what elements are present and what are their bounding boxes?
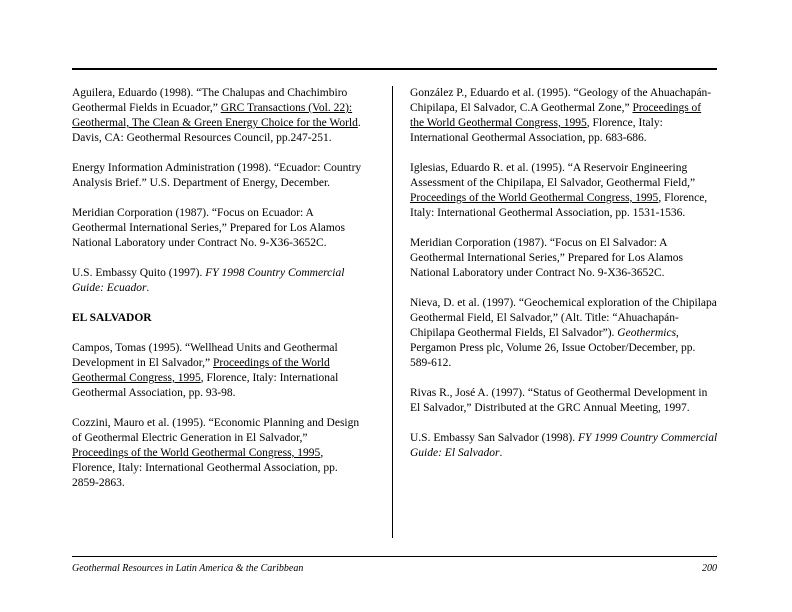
reference-entry [410,161,718,221]
reference-segment-normal: Meridian Corporation (1987). “Focus on El Salvador: A Geothermal International Series,” Prepared for Los Alamos National Laboratory under Contract No. 9-X36-3652C. [410,237,684,279]
column-divider [392,86,393,538]
reference-entry [72,86,363,146]
reference-segment-underline: Proceedings of the World Geothermal Congress, 1995 [72,447,321,459]
reference-segment-italic: FY 1998 Country Commercial Guide: Ecuador [72,267,345,294]
page-number: 200 [702,563,717,574]
reference-segment-normal: Energy Information Administration (1998). “Ecuador: Country Analysis Brief.” U.S. Department of Energy, December. [72,162,362,189]
reference-entry [72,161,363,191]
reference-segment-normal: Iglesias, Eduardo R. et al. (1995). “A Reservoir Engineering Assessment of the Chipilapa, El Salvador, Geothermal Field,” [410,162,696,189]
right-column [410,86,718,476]
page-footer [72,563,717,574]
reference-segment-normal: Rivas R., José A. (1997). “Status of Geothermal Development in El Salvador,” Distributed at the GRC Annual Meeting, 1997. [410,387,708,414]
footer-document-title: Geothermal Resources in Latin America & the Caribbean [72,563,304,574]
reference-segment-normal: Aguilera, Eduardo (1998). “The Chalupas and Chachimbiro Geothermal Fields in Ecuador,” [72,87,348,114]
reference-segment-normal: Meridian Corporation (1987). “Focus on Ecuador: A Geothermal International Series,” Prepared for Los Alamos National Laboratory under Contract No. 9-X36-3652C. [72,207,346,249]
reference-entry [410,296,718,371]
reference-segment-normal: , Pergamon Press plc, Volume 26, Issue October/December, pp. 589-612. [410,327,696,369]
reference-segment-normal: . [499,447,503,459]
reference-segment-normal: González P., Eduardo et al. (1995). “Geology of the Ahuachapán-Chipilapa, El Salvador, C.A Geothermal Zone,” [410,87,712,114]
reference-entry [410,86,718,146]
reference-entry [410,431,718,461]
reference-entry [72,416,363,491]
header-rule [72,68,717,70]
reference-entry [72,341,363,401]
footer-rule [72,556,717,557]
reference-segment-normal: U.S. Embassy Quito (1997). [72,267,206,279]
reference-entry [410,236,718,281]
section-heading: EL SALVADOR [72,312,152,324]
reference-segment-underline: Proceedings of the World Geothermal Congress, 1995 [410,102,702,129]
reference-segment-normal: . [146,282,150,294]
reference-segment-normal: , Florence, Italy: International Geothermal Association, pp. 2859-2863. [72,447,338,489]
reference-entry [410,386,718,416]
reference-segment-normal: Cozzini, Mauro et al. (1995). “Economic Planning and Design of Geothermal Electric Generation in El Salvador,” [72,417,360,444]
reference-segment-italic: Geothermics [617,327,677,339]
left-column [72,86,363,506]
reference-segment-normal: U.S. Embassy San Salvador (1998). [410,432,579,444]
reference-segment-normal: , Florence, Italy: International Geothermal Association, pp. 683-686. [410,117,663,144]
reference-entry [72,266,363,296]
reference-segment-underline: Proceedings of the World Geothermal Congress, 1995 [410,192,659,204]
reference-segment-underline: Proceedings of the World Geothermal Congress, 1995 [72,357,330,384]
reference-segment-normal: , Florence, Italy: International Geothermal Association, pp. 93-98. [72,372,339,399]
reference-segment-normal: Nieva, D. et al. (1997). “Geochemical exploration of the Chipilapa Geothermal Field, El Salvador,” (Alt. Title: “Ahuachapán-Chipilapa Geothermal Fields, El Salvador”). [410,297,717,339]
reference-entry [72,206,363,251]
reference-segment-normal: Campos, Tomas (1995). “Wellhead Units and Geothermal Development in El Salvador,” [72,342,338,369]
reference-segment-normal: . Davis, CA: Geothermal Resources Council, pp.247-251. [72,117,361,144]
reference-segment-italic: FY 1999 Country Commercial Guide: El Salvador [410,432,718,459]
reference-segment-normal: , Florence, Italy: International Geothermal Association, pp. 1531-1536. [410,192,708,219]
reference-segment-underline: GRC Transactions (Vol. 22): Geothermal, The Clean & Green Energy Choice for the World [72,102,358,129]
